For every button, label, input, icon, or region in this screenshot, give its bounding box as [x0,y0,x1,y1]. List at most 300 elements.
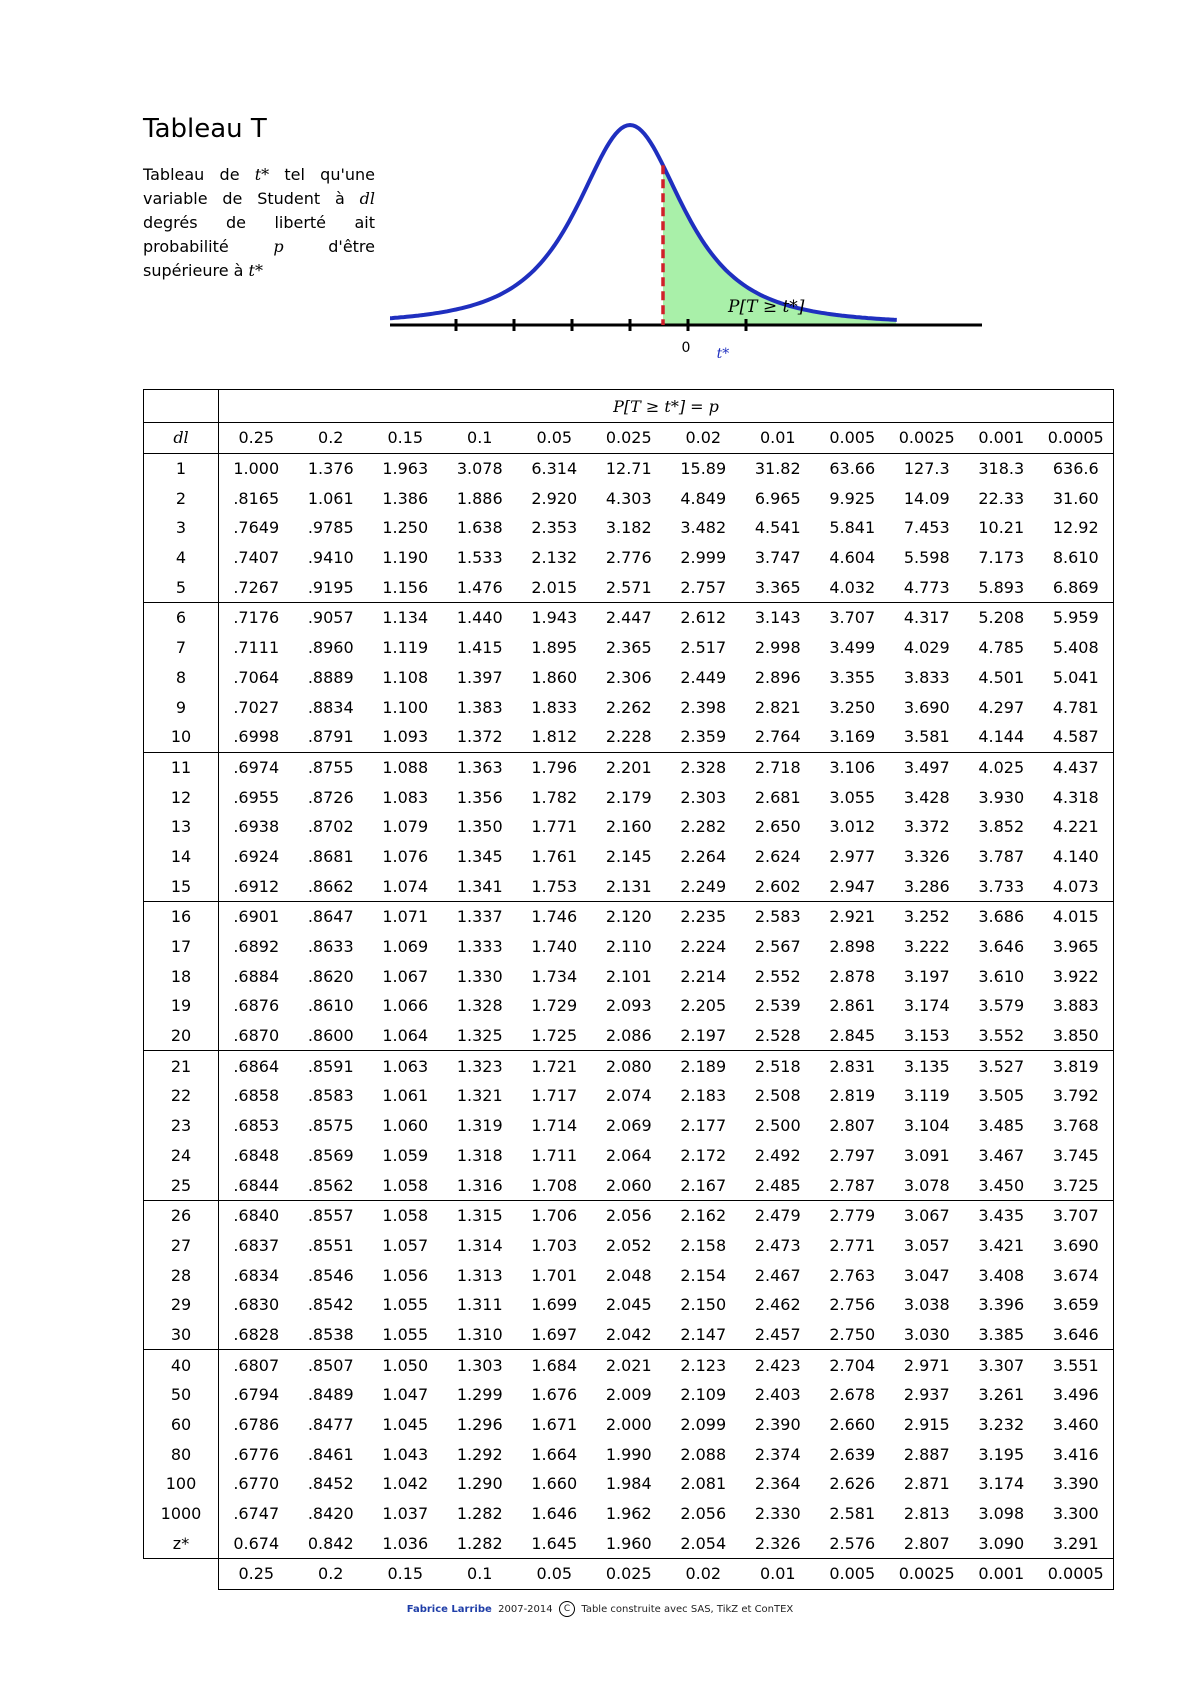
dl-cell: 14 [144,842,219,872]
value-cell: 1.299 [456,1385,503,1405]
value-cell: .8610 [307,996,354,1016]
value-cell: 1.734 [531,966,578,986]
value-cell: .8477 [307,1415,354,1435]
value-cell: .6912 [233,876,280,896]
value-cell: 3.372 [903,817,950,837]
value-cell: .8681 [307,846,354,866]
column-footer: 0.15 [368,1559,443,1590]
value-cell: 1.708 [531,1175,578,1195]
value-cell: 0.674 [233,1533,280,1553]
value-cell: 1.740 [531,937,578,957]
value-cell: 1.812 [531,727,578,747]
value-cell: 1.886 [456,488,503,508]
dl-cell: 20 [144,1021,219,1051]
value-cell: 5.598 [903,548,950,568]
dl-cell: 17 [144,932,219,962]
value-cell: 4.140 [1039,842,1114,872]
value-cell: .7649 [233,518,280,538]
value-cell: 2.183 [680,1086,727,1106]
value-cell: 1.045 [382,1415,429,1435]
column-header: 0.005 [815,423,890,454]
value-cell: 2.921 [815,902,890,932]
dl-cell: 23 [144,1111,219,1141]
value-cell: 4.849 [680,488,727,508]
value-cell: 1.833 [531,697,578,717]
value-cell: .8620 [307,966,354,986]
value-cell: 1.963 [382,459,429,479]
value-cell: 3.169 [829,727,876,747]
value-cell: 2.485 [754,1175,801,1195]
value-cell: 1.699 [531,1295,578,1315]
value-cell: 1.056 [382,1265,429,1285]
value-cell: 2.326 [754,1533,801,1553]
value-cell: 3.055 [829,787,876,807]
value-cell: 4.318 [1039,782,1114,812]
value-cell: .8551 [307,1235,354,1255]
column-header: 0.0025 [890,423,965,454]
value-cell: 2.088 [680,1444,727,1464]
table-row [144,513,1114,543]
value-cell: 2.158 [680,1235,727,1255]
table-row [144,1260,1114,1290]
value-cell: 2.306 [605,667,652,687]
t-table [143,389,1114,1590]
value-cell: .8542 [307,1295,354,1315]
table-row [144,1141,1114,1171]
column-header: 0.001 [964,423,1039,454]
value-cell: 2.359 [680,727,727,747]
value-cell: 318.3 [978,459,1025,479]
value-cell: 3.646 [978,937,1025,957]
value-cell: 1.796 [517,752,592,782]
value-cell: 7.453 [903,518,950,538]
value-cell: 3.819 [1039,1051,1114,1081]
value-cell: 1.703 [531,1235,578,1255]
footer-years: 2007-2014 [498,1604,553,1615]
value-cell: 3.768 [1039,1111,1114,1141]
value-cell: .8647 [294,902,369,932]
table-row [144,932,1114,962]
value-cell: 1.303 [443,1350,518,1380]
value-cell: .8633 [307,937,354,957]
table-row [144,902,1114,932]
dl-cell: 19 [144,991,219,1021]
value-cell: 3.551 [1039,1350,1114,1380]
value-cell: 2.154 [680,1265,727,1285]
value-cell: 1.721 [517,1051,592,1081]
column-footer: 0.025 [592,1559,667,1590]
value-cell: 2.467 [754,1265,801,1285]
column-footer: 0.25 [219,1559,294,1590]
desc-tstar: t* [254,165,270,184]
column-header: 0.05 [517,423,592,454]
table-row [144,1528,1114,1558]
table-row [144,1021,1114,1051]
value-cell: 1.079 [382,817,429,837]
column-header: 0.01 [741,423,816,454]
value-cell: 2.009 [605,1385,652,1405]
value-cell: 1.319 [456,1116,503,1136]
value-cell: .6747 [233,1504,280,1524]
value-cell: 3.250 [829,697,876,717]
value-cell: 2.821 [754,697,801,717]
value-cell: .6938 [233,817,280,837]
value-cell: 1.296 [456,1415,503,1435]
value-cell: 1.990 [605,1444,652,1464]
value-cell: 3.965 [1039,932,1114,962]
value-cell: 3.307 [964,1350,1039,1380]
column-footer: 0.05 [517,1559,592,1590]
value-cell: 3.496 [1039,1380,1114,1410]
tstar-label: t* [716,346,730,362]
value-cell: 1.290 [456,1474,503,1494]
value-cell: 1.316 [456,1175,503,1195]
value-cell: 1.088 [368,752,443,782]
column-header: 0.025 [592,423,667,454]
value-cell: 1.333 [456,937,503,957]
value-cell: 1.330 [456,966,503,986]
value-cell: 6.965 [754,488,801,508]
value-cell: 3.505 [978,1086,1025,1106]
value-cell: 2.365 [605,638,652,658]
dl-cell: 24 [144,1141,219,1171]
value-cell: 2.110 [605,937,652,957]
corner-cell [144,390,219,423]
value-cell: 1.050 [368,1350,443,1380]
value-cell: 4.501 [978,667,1025,687]
value-cell: .8755 [294,752,369,782]
value-cell: 2.528 [754,1026,801,1046]
table-row [144,453,1114,483]
value-cell: 14.09 [903,488,950,508]
value-cell: 636.6 [1039,453,1114,483]
value-cell: 3.416 [1039,1439,1114,1469]
column-header: 0.25 [219,423,294,454]
value-cell: 5.893 [978,577,1025,597]
value-cell: 2.353 [531,518,578,538]
value-cell: 1.943 [517,603,592,633]
dl-cell: 2 [144,483,219,513]
probability-header-row [144,390,1114,423]
value-cell: 1.325 [456,1026,503,1046]
value-cell: 1.057 [382,1235,429,1255]
value-cell: 2.101 [605,966,652,986]
value-cell: 2.398 [680,697,727,717]
value-cell: 1.036 [382,1533,429,1553]
value-cell: 2.473 [754,1235,801,1255]
value-cell: 3.104 [903,1116,950,1136]
value-cell: 1.376 [307,459,354,479]
value-cell: 3.174 [903,996,950,1016]
value-cell: 3.482 [680,518,727,538]
value-cell: 3.610 [978,966,1025,986]
value-cell: 4.025 [964,752,1039,782]
value-cell: .6848 [233,1145,280,1165]
value-cell: 8.610 [1039,543,1114,573]
value-cell: 2.201 [592,752,667,782]
tail-probability-label: P[T ≥ t*] [728,297,805,317]
value-cell: 3.182 [605,518,652,538]
value-cell: 3.460 [1039,1410,1114,1440]
value-cell: 2.896 [754,667,801,687]
value-cell: 1.476 [456,577,503,597]
value-cell: 2.000 [605,1415,652,1435]
value-cell: 2.787 [829,1175,876,1195]
value-cell: 1.771 [531,817,578,837]
value-cell: 3.385 [978,1324,1025,1344]
value-cell: 1.074 [382,876,429,896]
value-cell: 63.66 [829,459,876,479]
value-cell: 1.386 [382,488,429,508]
value-cell: 4.073 [1039,871,1114,901]
value-cell: 2.172 [680,1145,727,1165]
value-cell: 1.363 [443,752,518,782]
table-row [144,543,1114,573]
value-cell: .8557 [294,1200,369,1230]
value-cell: 2.462 [754,1295,801,1315]
value-cell: .7407 [233,548,280,568]
value-cell: 1.533 [456,548,503,568]
column-header: 0.02 [666,423,741,454]
value-cell: .8583 [307,1086,354,1106]
value-cell: 3.408 [978,1265,1025,1285]
dl-cell: 16 [144,902,219,932]
value-cell: .6807 [219,1350,294,1380]
value-cell: 2.214 [680,966,727,986]
dl-cell: 11 [144,752,219,782]
table-row [144,1081,1114,1111]
footer-blank-cell [144,1559,219,1590]
value-cell: .7176 [219,603,294,633]
value-cell: .8420 [307,1504,354,1524]
dl-cell: 9 [144,692,219,722]
value-cell: 1.134 [368,603,443,633]
value-cell: 2.845 [829,1026,876,1046]
column-footer: 0.02 [666,1559,741,1590]
column-footer: 0.0005 [1039,1559,1114,1590]
value-cell: 2.479 [741,1200,816,1230]
value-cell: 2.235 [666,902,741,932]
copyright-icon: C [559,1601,575,1617]
value-cell: 2.998 [754,638,801,658]
table-row [144,722,1114,752]
value-cell: 4.144 [978,727,1025,747]
zero-label: 0 [681,340,691,356]
value-cell: 1.638 [456,518,503,538]
value-cell: .7267 [233,577,280,597]
table-row [144,1231,1114,1261]
value-cell: 3.707 [1039,1200,1114,1230]
value-cell: 2.131 [605,876,652,896]
value-cell: .8600 [307,1026,354,1046]
value-cell: .8461 [307,1444,354,1464]
value-cell: 2.081 [680,1474,727,1494]
value-cell: 2.871 [903,1474,950,1494]
value-cell: .7027 [233,697,280,717]
value-cell: 2.123 [666,1350,741,1380]
dl-cell: 40 [144,1350,219,1380]
value-cell: 3.852 [978,817,1025,837]
value-cell: 3.450 [978,1175,1025,1195]
value-cell: 2.080 [592,1051,667,1081]
value-cell: 3.552 [978,1026,1025,1046]
value-cell: 1.397 [456,667,503,687]
column-footer: 0.001 [964,1559,1039,1590]
dl-cell: 50 [144,1380,219,1410]
value-cell: 2.056 [680,1504,727,1524]
value-cell: 4.032 [829,577,876,597]
value-cell: 3.646 [1039,1320,1114,1350]
table-row [144,1290,1114,1320]
desc-text: degrés de liberté ait probabilité [143,213,375,256]
value-cell: 3.659 [1039,1290,1114,1320]
value-cell: 5.408 [1039,633,1114,663]
dl-cell: 30 [144,1320,219,1350]
value-cell: 1.356 [456,787,503,807]
table-row [144,1111,1114,1141]
value-cell: 2.552 [754,966,801,986]
value-cell: 3.792 [1039,1081,1114,1111]
value-cell: 4.587 [1039,722,1114,752]
value-cell: 1.676 [531,1385,578,1405]
value-cell: 1.119 [382,638,429,658]
value-cell: 2.056 [592,1200,667,1230]
value-cell: .8791 [307,727,354,747]
value-cell: 2.228 [605,727,652,747]
value-cell: 3.326 [903,846,950,866]
value-cell: 1.717 [531,1086,578,1106]
value-cell: 2.977 [829,846,876,866]
value-cell: .6853 [233,1116,280,1136]
value-cell: .6837 [233,1235,280,1255]
table-row [144,752,1114,782]
value-cell: .7064 [233,667,280,687]
table-row [144,633,1114,663]
value-cell: 31.60 [1039,483,1114,513]
value-cell: 2.069 [605,1116,652,1136]
desc-text: Tableau de [143,165,255,184]
value-cell: 3.078 [456,459,503,479]
table-row [144,871,1114,901]
table-row [144,1200,1114,1230]
value-cell: 1.746 [517,902,592,932]
value-cell: .8562 [307,1175,354,1195]
dl-cell: 5 [144,572,219,602]
value-cell: 1.962 [605,1504,652,1524]
value-cell: 1.314 [456,1235,503,1255]
value-cell: 4.317 [890,603,965,633]
value-cell: 3.707 [815,603,890,633]
value-cell: .6955 [233,787,280,807]
value-cell: 3.745 [1039,1141,1114,1171]
value-cell: 2.262 [605,697,652,717]
value-cell: .8702 [307,817,354,837]
value-cell: .6844 [233,1175,280,1195]
value-cell: 5.959 [1039,603,1114,633]
value-cell: 2.819 [829,1086,876,1106]
value-cell: 2.054 [680,1533,727,1553]
table-row [144,483,1114,513]
value-cell: 2.162 [666,1200,741,1230]
value-cell: 2.179 [605,787,652,807]
value-cell: 3.922 [1039,961,1114,991]
value-cell: .6834 [233,1265,280,1285]
value-cell: 2.639 [829,1444,876,1464]
value-cell: 2.764 [754,727,801,747]
value-cell: 1.083 [382,787,429,807]
value-cell: 1.093 [382,727,429,747]
value-cell: 1.282 [456,1533,503,1553]
value-cell: 4.297 [978,697,1025,717]
value-cell: .6876 [233,996,280,1016]
value-cell: 1.310 [456,1324,503,1344]
value-cell: .7111 [233,638,280,658]
value-cell: 2.167 [680,1175,727,1195]
value-cell: 2.763 [829,1265,876,1285]
value-cell: .8575 [307,1116,354,1136]
value-cell: 2.132 [531,548,578,568]
value-cell: 2.264 [680,846,727,866]
value-cell: 2.150 [680,1295,727,1315]
value-cell: 2.021 [592,1350,667,1380]
value-cell: 1.000 [233,459,280,479]
value-cell: 1.415 [456,638,503,658]
value-cell: .6924 [233,846,280,866]
value-cell: .9057 [294,603,369,633]
value-cell: 1.047 [382,1385,429,1405]
value-cell: 2.145 [605,846,652,866]
value-cell: 1.042 [382,1474,429,1494]
value-cell: 1.108 [382,667,429,687]
value-cell: 2.390 [754,1415,801,1435]
value-cell: 1.753 [531,876,578,896]
value-cell: 3.355 [829,667,876,687]
value-cell: 1.063 [368,1051,443,1081]
value-cell: 22.33 [978,488,1025,508]
value-cell: .6864 [219,1051,294,1081]
table-row [144,1350,1114,1380]
table-row [144,1410,1114,1440]
column-footer: 0.01 [741,1559,816,1590]
value-cell: 6.314 [531,459,578,479]
value-cell: 1.055 [382,1295,429,1315]
value-cell: .6770 [233,1474,280,1494]
value-cell: 2.681 [754,787,801,807]
value-cell: 1.706 [517,1200,592,1230]
value-cell: 1.313 [456,1265,503,1285]
dl-cell: 1000 [144,1499,219,1529]
value-cell: 2.093 [605,996,652,1016]
value-cell: 1.337 [443,902,518,932]
value-cell: 2.160 [605,817,652,837]
value-cell: 2.583 [741,902,816,932]
value-cell: 4.773 [903,577,950,597]
value-cell: 3.174 [978,1474,1025,1494]
value-cell: .6858 [233,1086,280,1106]
value-cell: 2.718 [741,752,816,782]
value-cell: 31.82 [754,459,801,479]
value-cell: 2.779 [815,1200,890,1230]
dl-cell: 25 [144,1170,219,1200]
value-cell: 1.190 [382,548,429,568]
value-cell: 4.785 [978,638,1025,658]
table-row [144,812,1114,842]
value-cell: 2.249 [680,876,727,896]
dl-cell: 8 [144,663,219,693]
footer-credit: Table construite avec SAS, TikZ et ConTEX [581,1604,794,1615]
column-header: 0.15 [368,423,443,454]
value-cell: 2.861 [829,996,876,1016]
